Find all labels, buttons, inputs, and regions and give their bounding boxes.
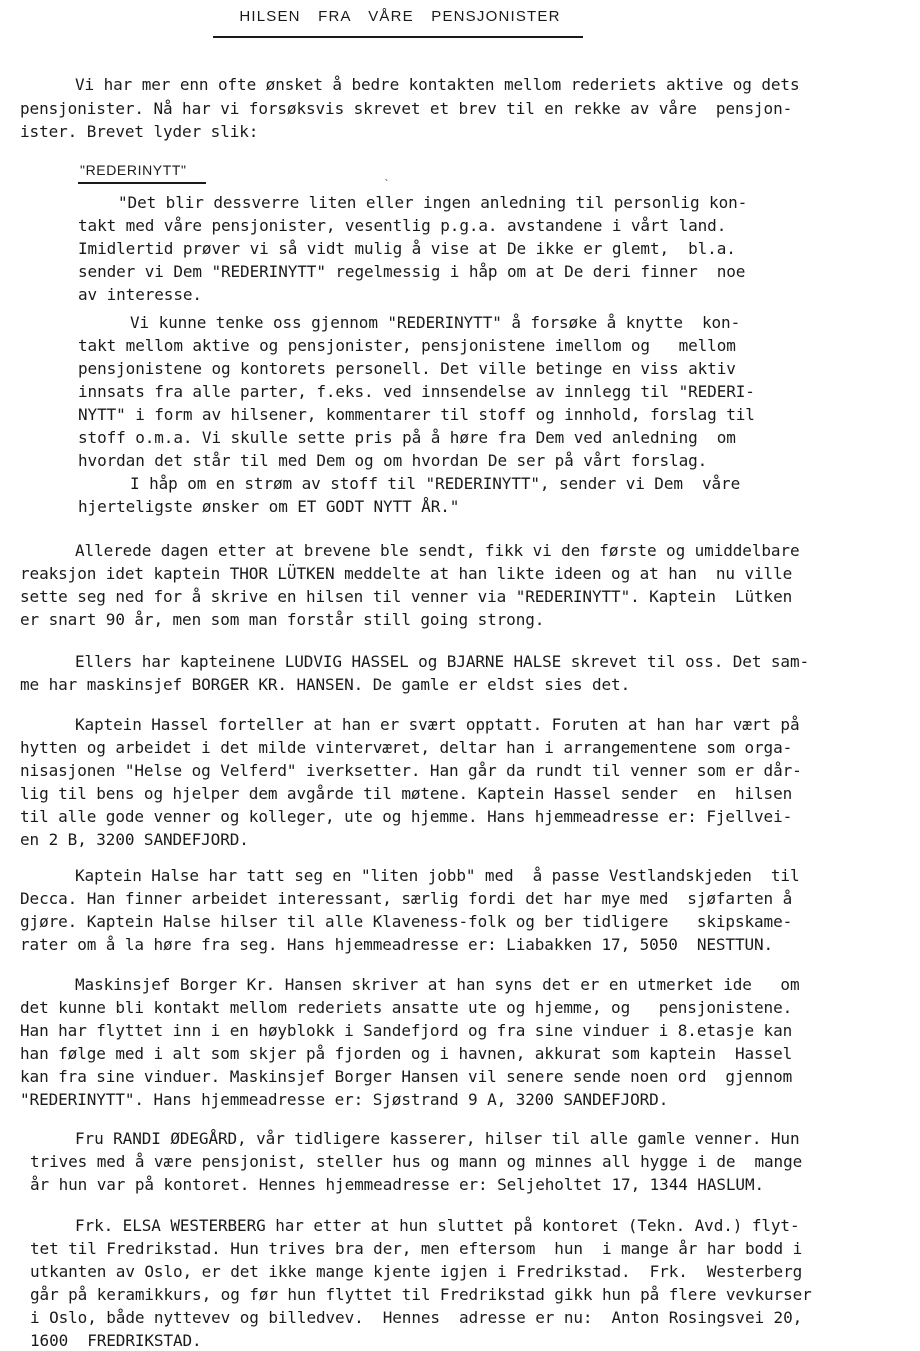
text-line: år hun var på kontoret. Hennes hjemmeadresse er: Seljeholtet 17, 1344 HASLUM. xyxy=(30,1175,765,1194)
text-line: nisasjonen "Helse og Velferd" iverksetter. Han går da rundt til venner som er dår- xyxy=(20,761,802,780)
text-line: rater om å la høre fra seg. Hans hjemmeadresse er: Liabakken 17, 5050 NESTTUN. xyxy=(20,935,774,954)
stray-mark: ˎ xyxy=(383,168,390,181)
page-title: HILSEN FRA VÅRE PENSJONISTER xyxy=(239,8,561,25)
text-line: kan fra sine vinduer. Maskinsjef Borger Hansen vil senere sende noen ord gjennom xyxy=(20,1067,793,1086)
text-line: trives med å være pensjonist, steller hus og mann og minnes all hygge i de mange xyxy=(30,1152,803,1171)
text-line: tet til Fredrikstad. Hun trives bra der, men eftersom hun i mange år har bodd i xyxy=(30,1239,803,1258)
text-line: Imidlertid prøver vi så vidt mulig å vise at De ikke er glemt, bl.a. xyxy=(78,239,736,258)
text-line: Kaptein Hassel forteller at han er svært opptatt. Foruten at han har vært på xyxy=(75,715,800,734)
text-line: takt mellom aktive og pensjonister, pensjonistene imellom og mellom xyxy=(78,336,736,355)
text-line: en 2 B, 3200 SANDEFJORD. xyxy=(20,830,249,849)
text-line: me har maskinsjef BORGER KR. HANSEN. De gamle er eldst sies det. xyxy=(20,675,631,694)
text-line: hvordan det står til med Dem og om hvordan De ser på vårt forslag. xyxy=(78,451,708,470)
text-line: Maskinsjef Borger Kr. Hansen skriver at han syns det er en utmerket ide om xyxy=(75,975,800,994)
text-line: takt med våre pensjonister, vesentlig p.g.a. avstandene i vårt land. xyxy=(78,216,727,235)
text-line: Fru RANDI ØDEGÅRD, vår tidligere kasserer, hilser til alle gamle venner. Hun xyxy=(75,1129,800,1148)
text-line: pensjonistene og kontorets personell. Det ville betinge en viss aktiv xyxy=(78,359,736,378)
text-line: Frk. ELSA WESTERBERG har etter at hun sluttet på kontoret (Tekn. Avd.) flyt- xyxy=(75,1216,800,1235)
text-line: stoff o.m.a. Vi skulle sette pris på å høre fra Dem ved anledning om xyxy=(78,428,736,447)
text-line: Han har flyttet inn i en høyblokk i Sandefjord og fra sine vinduer i 8.etasje kan xyxy=(20,1021,793,1040)
text-line: "REDERINYTT". Hans hjemmeadresse er: Sjøstrand 9 A, 3200 SANDEFJORD. xyxy=(20,1090,669,1109)
text-line: Ellers har kapteinene LUDVIG HASSEL og BJARNE HALSE skrevet til oss. Det sam- xyxy=(75,652,810,671)
heading-underline xyxy=(78,182,206,184)
section-heading: "REDERINYTT" xyxy=(80,162,187,178)
text-line: utkanten av Oslo, er det ikke mange kjente igjen i Fredrikstad. Frk. Westerberg xyxy=(30,1262,803,1281)
text-line: hytten og arbeidet i det milde vinterværet, deltar han i arrangementene som orga- xyxy=(20,738,793,757)
text-line: Vi kunne tenke oss gjennom "REDERINYTT" å forsøke å knytte kon- xyxy=(130,313,741,332)
text-line: sette seg ned for å skrive en hilsen til venner via "REDERINYTT". Kaptein Lütken xyxy=(20,587,793,606)
text-line: av interesse. xyxy=(78,285,202,304)
text-line: 1600 FREDRIKSTAD. xyxy=(30,1331,202,1350)
text-line: ister. Brevet lyder slik: xyxy=(20,122,259,141)
text-line: hjerteligste ønsker om ET GODT NYTT ÅR." xyxy=(78,497,460,516)
text-line: lig til bens og hjelper dem avgårde til møtene. Kaptein Hassel sender en hilsen xyxy=(20,784,793,803)
text-line: går på keramikkurs, og før hun flyttet til Fredrikstad gikk hun på flere vevkurser xyxy=(30,1285,812,1304)
text-line: pensjonister. Nå har vi forsøksvis skrevet et brev til en rekke av våre pensjon- xyxy=(20,99,793,118)
text-line: i Oslo, både nyttevev og billedvev. Hennes adresse er nu: Anton Rosingsvei 20, xyxy=(30,1308,803,1327)
text-line: innsats fra alle parter, f.eks. ved innsendelse av innlegg til "REDERI- xyxy=(78,382,755,401)
text-line: NYTT" i form av hilsener, kommentarer til stoff og innhold, forslag til xyxy=(78,405,755,424)
text-line: Vi har mer enn ofte ønsket å bedre kontakten mellom rederiets aktive og dets xyxy=(75,75,800,94)
text-line: "Det blir dessverre liten eller ingen anledning til personlig kon- xyxy=(118,193,748,212)
title-underline xyxy=(213,36,583,38)
text-line: det kunne bli kontakt mellom rederiets ansatte ute og hjemme, og pensjonistene. xyxy=(20,998,793,1017)
text-line: Kaptein Halse har tatt seg en "liten jobb" med å passe Vestlandskjeden til xyxy=(75,866,800,885)
text-line: han følge med i alt som skjer på fjorden og i havnen, akkurat som kaptein Hassel xyxy=(20,1044,793,1063)
text-line: I håp om en strøm av stoff til "REDERINYTT", sender vi Dem våre xyxy=(130,474,741,493)
text-line: sender vi Dem "REDERINYTT" regelmessig i håp om at De deri finner noe xyxy=(78,262,746,281)
text-line: gjøre. Kaptein Halse hilser til alle Klaveness-folk og ber tidligere skipskame- xyxy=(20,912,793,931)
text-line: til alle gode venner og kolleger, ute og hjemme. Hans hjemmeadresse er: Fjellvei- xyxy=(20,807,793,826)
text-line: Decca. Han finner arbeidet interessant, særlig fordi det har mye med sjøfarten å xyxy=(20,889,793,908)
text-line: er snart 90 år, men som man forstår still going strong. xyxy=(20,610,545,629)
text-line: reaksjon idet kaptein THOR LÜTKEN meddelte at han likte ideen og at han nu ville xyxy=(20,564,793,583)
text-line: Allerede dagen etter at brevene ble sendt, fikk vi den første og umiddelbare xyxy=(75,541,800,560)
